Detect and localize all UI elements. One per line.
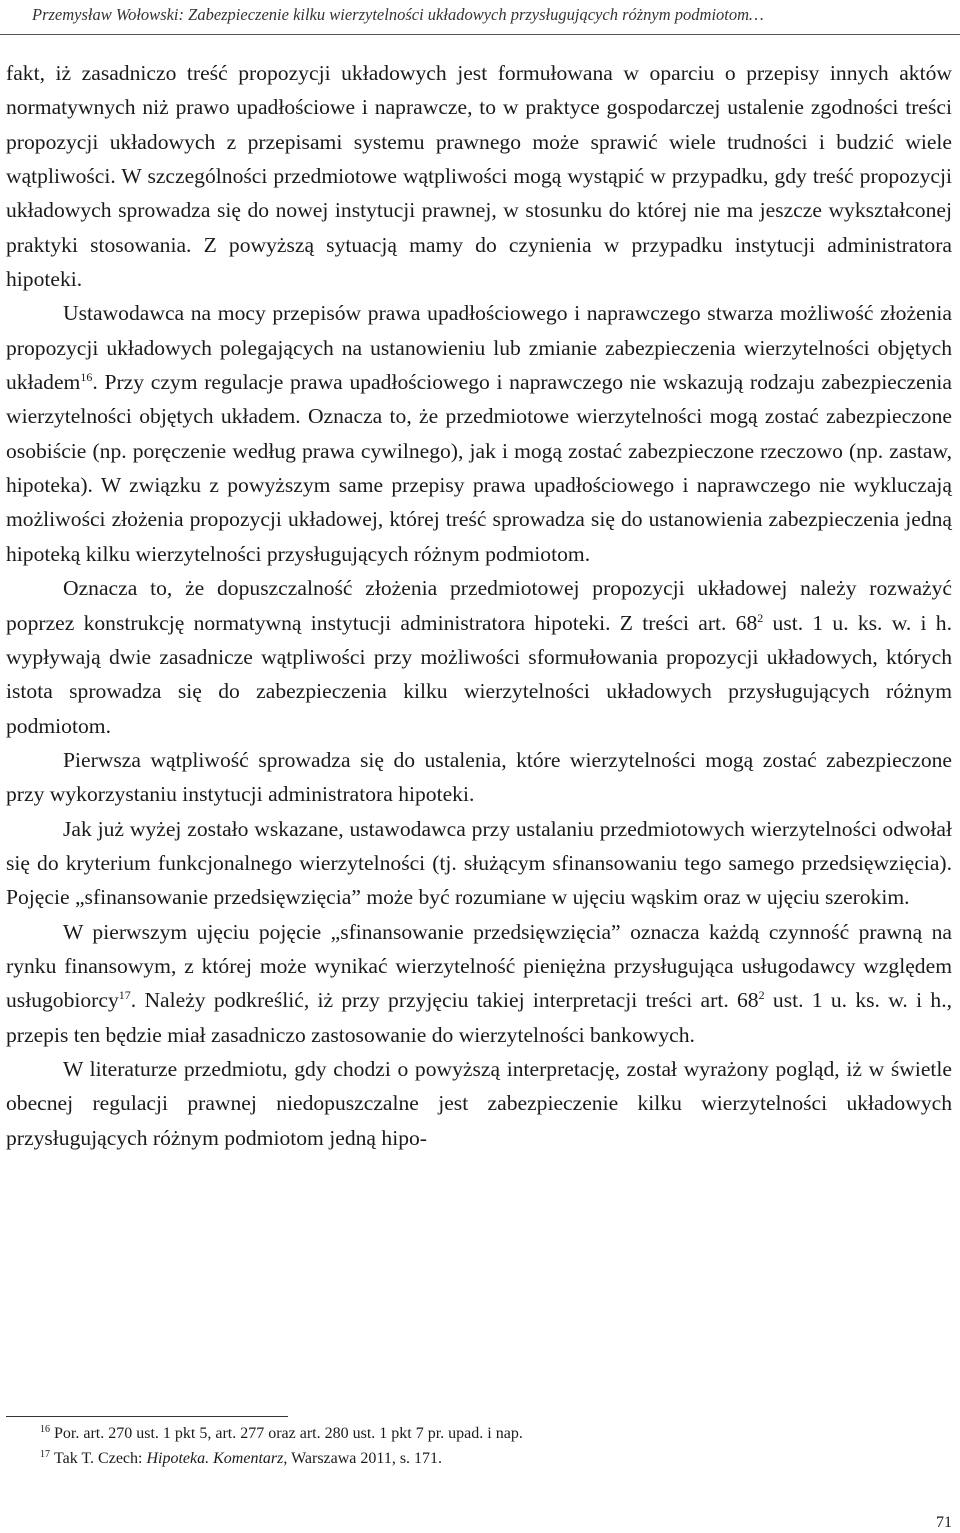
cited-work-title: Hipoteka. Komentarz — [146, 1450, 284, 1467]
paragraph-4: Pierwsza wątpliwość sprowadza się do ustalenia, które wierzytelności mogą zostać zabezpieczone przy wykorzystaniu instytucji administratora hipoteki. — [6, 747, 952, 807]
footnote-number: 17 — [40, 1449, 50, 1460]
article-superscript: 2 — [757, 610, 764, 625]
header-divider — [0, 34, 960, 35]
paragraph-5: Jak już wyżej zostało wskazane, ustawodawca przy ustalaniu przedmiotowych wierzytelności odwołał się do kryterium funkcjonalnego wierzytelności (tj. służącym sfinansowaniu tego samego przedsięwzięcia). Pojęcie „sfinansowanie przedsięwzięcia” może być rozumiane w ujęciu wąskim oraz w ujęciu szerokim. — [6, 816, 952, 910]
paragraph-7: W literaturze przedmiotu, gdy chodzi o powyższą interpretację, został wyrażony pogląd, iż w świetle obecnej regulacji prawnej niedopuszczalne jest zabezpieczenie kilku wierzytelności układowych przysługujących różnym podmiotom jedną hipo- — [6, 1056, 952, 1150]
paragraph-1: fakt, iż zasadniczo treść propozycji układowych jest formułowana w oparciu o przepisy innych aktów normatywnych niż prawo upadłościowe i naprawcze, to w praktyce gospodarczej ustalenie zgodności treści propozycji układowych z przepisami systemu prawnego może sprawić wiele trudności i budzić wiele wątpliwości. W szczególności przedmiotowe wątpliwości mogą wystąpić w przypadku, gdy treść propozycji układowych sprowadza się do nowej instytucji prawnej, w stosunku do której nie ma jeszcze wykształconej praktyki stosowania. Z powyższą sytuacją mamy do czynienia w przypadku instytucji administratora hipoteki. — [6, 61, 952, 292]
body-text — [6, 56, 952, 1155]
footnote-ref-17[interactable]: 17 — [118, 988, 131, 1003]
running-header: Przemysław Wołowski: Zabezpieczenie kilku wierzytelności układowych przysługujących różnym podmiotom… — [32, 5, 764, 24]
footnotes — [40, 1421, 940, 1471]
footnote-16: $^{16}$ Por. art. 270 ust. 1 pkt 5, art. 277 oraz art. 280 ust. 1 pkt 7 pr. upad. i nap. — [40, 1424, 523, 1442]
footnote-number: 16 — [40, 1424, 50, 1435]
page-number: 71 — [936, 1514, 952, 1531]
footnote-ref-16[interactable]: 16 — [80, 370, 93, 385]
footnote-17: $^{17}$ Tak T. Czech: Hipoteka. Komentarz, Warszawa 2011, s. 171. — [40, 1449, 443, 1467]
paragraph-2: Ustawodawca na mocy przepisów prawa upadłościowego i naprawczego stwarza możliwość złożenia propozycji układowych polegających na ustanowieniu lub zmianie zabezpieczenia wierzytelności objętych układem$^{16}$. Przy czym regulacje prawa upadłościowego i naprawczego nie wskazują rodzaju zabezpieczenia wierzytelności objętych układem. Oznacza to, że przedmiotowe wierzytelności mogą zostać zabezpieczone osobiście (np. poręczenie według prawa cywilnego), jak i mogą zostać zabezpieczone rzeczowo (np. zastaw, hipoteka). W związku z powyższym same przepisy prawa upadłościowego i naprawczego nie wykluczają możliwości złożenia propozycji układowej, której treść sprowadza się do ustanowienia zabezpieczenia jedną hipoteką kilku wierzytelności przysługujących różnym podmiotom. — [6, 301, 952, 566]
footnote-divider — [6, 1416, 288, 1417]
paragraph-6: W pierwszym ujęciu pojęcie „sfinansowanie przedsięwzięcia” oznacza każdą czynność prawną na rynku finansowym, z której może wynikać wierzytelność pieniężna przysługująca usługodawcy względem usługobiorcy$^{17}$. Należy podkreślić, iż przy przyjęciu takiej interpretacji treści art. $68^2$ ust. 1 u. ks. w. i h., przepis ten będzie miał zasadniczo zastosowanie do wierzytelności bankowych. — [6, 919, 952, 1047]
paragraph-3: Oznacza to, że dopuszczalność złożenia przedmiotowej propozycji układowej należy rozważyć poprzez konstrukcję normatywną instytucji administratora hipoteki. Z treści art. $68^2$ ust. 1 u. ks. w. i h. wypływają dwie zasadnicze wątpliwości przy możliwości sformułowania propozycji układowych, których istota sprowadza się do zabezpieczenia kilku wierzytelności układowych przysługujących różnym podmiotom. — [6, 576, 952, 738]
article-superscript: 2 — [758, 988, 765, 1003]
